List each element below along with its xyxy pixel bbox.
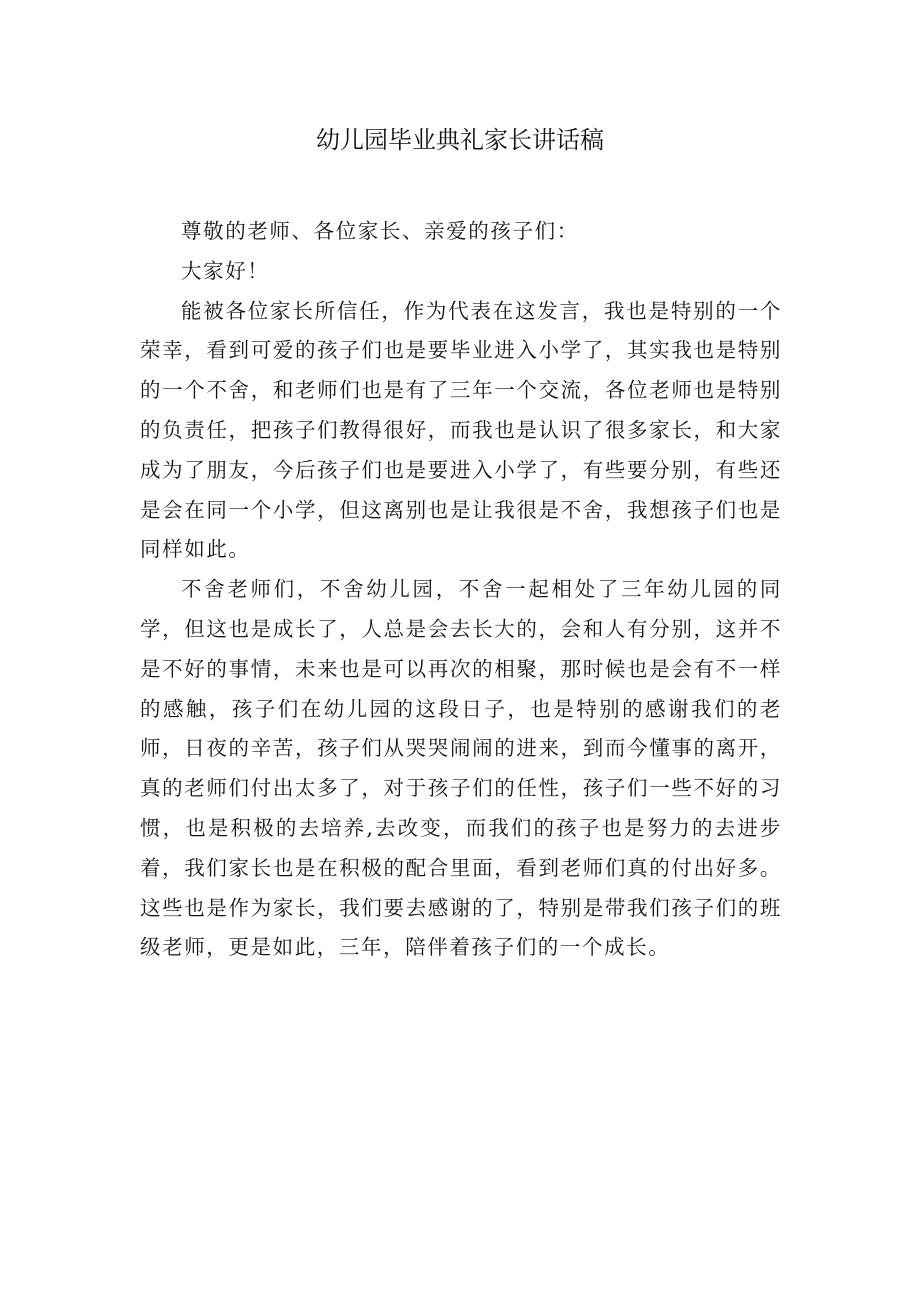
body-paragraph-1: 能被各位家长所信任，作为代表在这发言，我也是特别的一个荣幸，看到可爱的孩子们也是要毕业进入小学了，其实我也是特别的一个不舍，和老师们也是有了三年一个交流，各位老师也是特别的负责任，把孩子们教得很好，而我也是认识了很多家长，和大家成为了朋友，今后孩子们也是要进入小学了，有些要分别，有些还是会在同一个小学，但这离别也是让我很是不舍，我想孩子们也是同样如此。 (140, 298, 782, 562)
greeting-line: 尊敬的老师、各位家长、亲爱的孩子们： (181, 219, 579, 243)
salutation-line: 大家好！ (181, 258, 270, 283)
document-title: 幼儿园毕业典礼家长讲话稿 (316, 126, 604, 154)
body-paragraph-2: 不舍老师们，不舍幼儿园，不舍一起相处了三年幼儿园的同学，但这也是成长了，人总是会去长大的，会和人有分别，这并不是不好的事情，未来也是可以再次的相聚，那时候也是会有不一样的感触，孩子们在幼儿园的这段日子，也是特别的感谢我们的老师，日夜的辛苦，孩子们从哭哭闹闹的进来，到而今懂事的离开，真的老师们付出太多了，对于孩子们的任性，孩子们一些不好的习惯，也是积极的去培养,去改变，而我们的孩子也是努力的去进步着，我们家长也是在积极的配合里面，看到老师们真的付出好多。这些也是作为家长，我们要去感谢的了，特别是带我们孩子们的班级老师，更是如此，三年，陪伴着孩子们的一个成长。 (140, 577, 782, 960)
document-body (140, 212, 782, 968)
